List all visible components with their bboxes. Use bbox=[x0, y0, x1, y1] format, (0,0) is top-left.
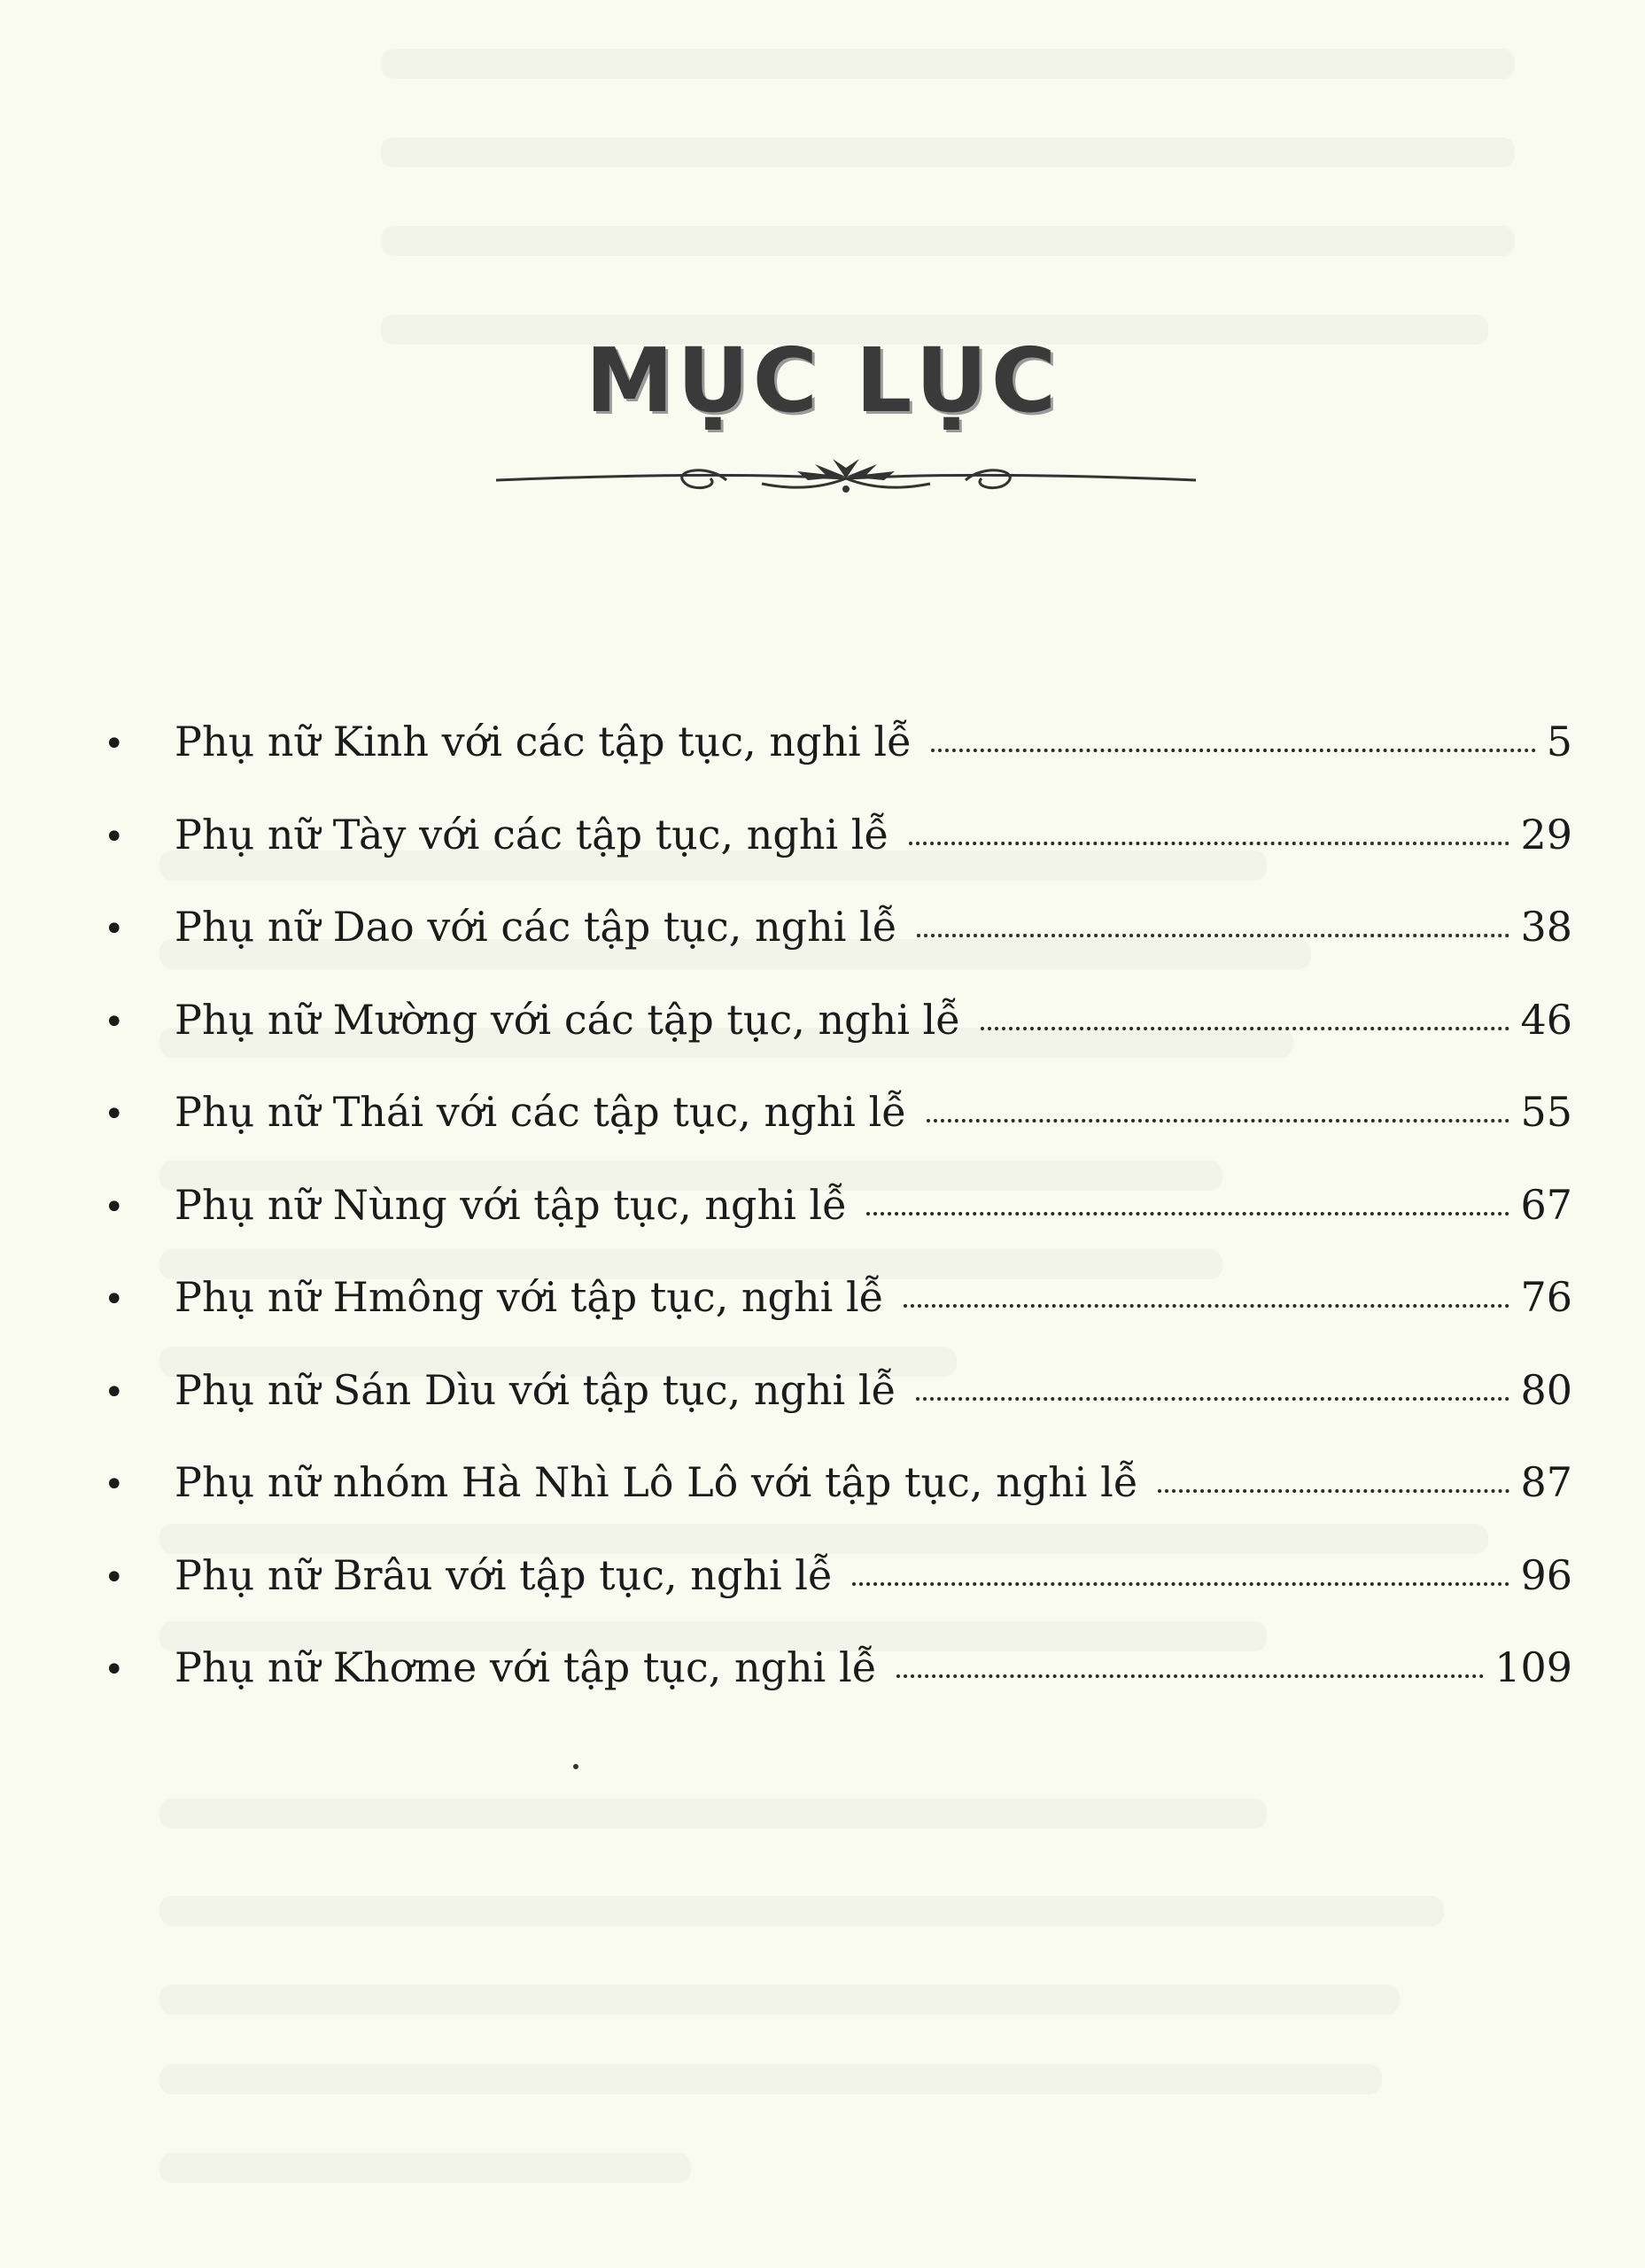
toc-entry[interactable] bbox=[102, 1181, 1572, 1274]
toc-entry-page: 96 bbox=[1520, 1550, 1572, 1599]
toc-entry-title: Phụ nữ Hmông với tập tục, nghi lễ bbox=[175, 1273, 884, 1321]
bullet: • bbox=[104, 1464, 125, 1505]
toc-entry-page: 76 bbox=[1520, 1273, 1572, 1321]
dot-leader bbox=[916, 1397, 1510, 1401]
title-divider-ornament bbox=[496, 452, 1196, 505]
dot-leader bbox=[904, 1304, 1509, 1308]
toc-entry-title: Phụ nữ Dao với các tập tục, nghi lễ bbox=[175, 903, 898, 951]
toc-entry-title: Phụ nữ Tày với các tập tục, nghi lễ bbox=[175, 810, 889, 858]
toc-entry-title: Phụ nữ Sán Dìu với tập tục, nghi lễ bbox=[175, 1365, 896, 1414]
bullet: • bbox=[104, 1186, 125, 1228]
dot-leader bbox=[866, 1212, 1509, 1216]
dot-leader bbox=[931, 749, 1535, 752]
toc-entry-title: Phụ nữ nhóm Hà Nhì Lô Lô với tập tục, nghi lễ bbox=[175, 1458, 1139, 1506]
dot-leader bbox=[981, 1027, 1510, 1030]
bullet: • bbox=[104, 909, 125, 950]
toc-entry-title: Phụ nữ Thái với các tập tục, nghi lễ bbox=[175, 1088, 907, 1136]
dot-leader bbox=[927, 1119, 1510, 1122]
toc-entry[interactable] bbox=[102, 1551, 1572, 1644]
bullet: • bbox=[104, 1650, 125, 1690]
toc-entry[interactable] bbox=[102, 1458, 1572, 1551]
bullet: • bbox=[104, 1557, 125, 1598]
dot-leader bbox=[1158, 1489, 1509, 1493]
toc-entry[interactable] bbox=[102, 1366, 1572, 1459]
dot-leader bbox=[909, 842, 1510, 845]
toc-entry-page: 55 bbox=[1520, 1088, 1572, 1136]
toc-entry-page: 80 bbox=[1520, 1365, 1572, 1414]
toc-entry[interactable] bbox=[102, 1273, 1572, 1366]
toc-entry[interactable] bbox=[102, 811, 1572, 904]
bullet: • bbox=[104, 1371, 125, 1413]
toc-entry-title: Phụ nữ Nùng với tập tục, nghi lễ bbox=[175, 1180, 848, 1229]
toc-entry-page: 29 bbox=[1520, 810, 1572, 858]
toc-entry[interactable] bbox=[102, 903, 1572, 996]
toc-entry-page: 46 bbox=[1520, 995, 1572, 1044]
toc-entry[interactable] bbox=[102, 718, 1572, 811]
bullet: • bbox=[104, 1094, 125, 1135]
bullet: • bbox=[104, 724, 125, 765]
stray-ink-dot bbox=[573, 1764, 578, 1769]
toc-entry-title: Phụ nữ Kinh với các tập tục, nghi lễ bbox=[175, 718, 912, 765]
toc-entry-title: Phụ nữ Mường với các tập tục, nghi lễ bbox=[175, 995, 961, 1044]
toc-entry[interactable] bbox=[102, 996, 1572, 1089]
toc-entry-page: 67 bbox=[1520, 1180, 1572, 1229]
toc-entry-page: 5 bbox=[1546, 718, 1572, 765]
bullet: • bbox=[104, 816, 125, 858]
toc-entry-title: Phụ nữ Brâu với tập tục, nghi lễ bbox=[175, 1550, 834, 1599]
dot-leader bbox=[852, 1582, 1509, 1586]
toc-entry-page: 87 bbox=[1520, 1458, 1572, 1506]
dot-leader bbox=[917, 934, 1509, 937]
dot-leader bbox=[896, 1674, 1484, 1678]
toc-entry[interactable] bbox=[102, 1643, 1572, 1736]
toc-entry-title: Phụ nữ Khơme với tập tục, nghi lễ bbox=[175, 1643, 878, 1691]
page-title: MỤC LỤC bbox=[585, 329, 1060, 432]
bullet: • bbox=[104, 1279, 125, 1320]
toc-entry-page: 109 bbox=[1494, 1643, 1572, 1691]
table-of-contents bbox=[102, 718, 1572, 1736]
toc-entry[interactable] bbox=[102, 1088, 1572, 1181]
toc-entry-page: 38 bbox=[1520, 903, 1572, 951]
bullet: • bbox=[104, 1001, 125, 1043]
